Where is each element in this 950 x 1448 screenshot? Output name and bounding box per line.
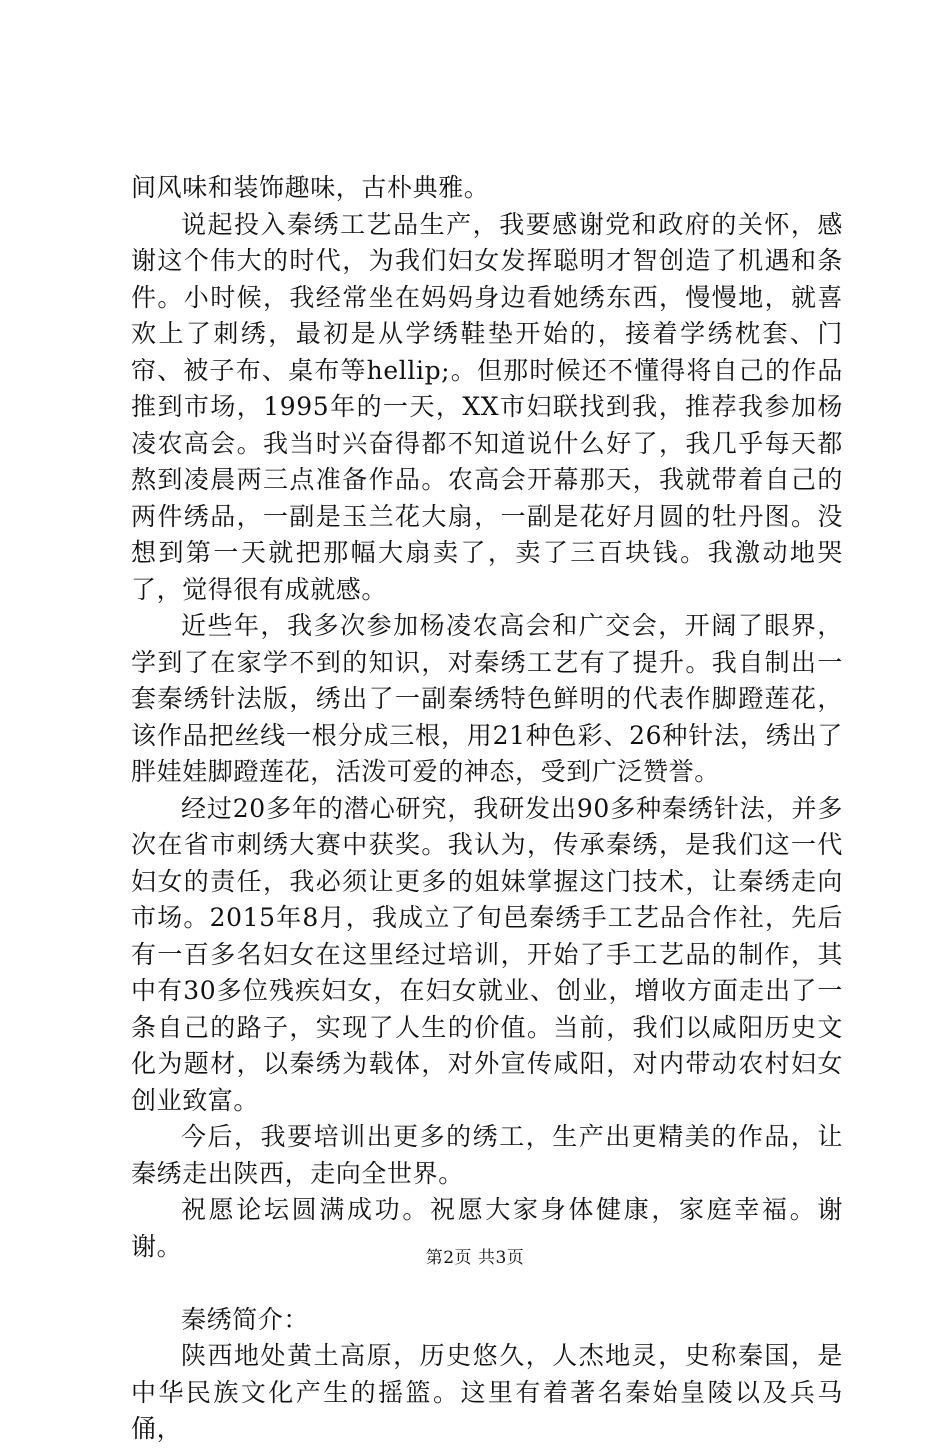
paragraph-research: 经过20多年的潜心研究，我研发出90多种秦绣针法，并多次在省市刺绣大赛中获奖。我认为，传承秦绣，是我们这一代妇女的责任，我必须让更多的姐妹掌握这门技术，让秦绣走向市场。2015年8月，我成立了旬邑秦绣手工艺品合作社，先后有一百多名妇女在这里经过培训，开始了手工艺品的制作，其中有30多位残疾妇女，在妇女就业、创业，增收方面走出了一条自己的路子，实现了人生的价值。当前，我们以咸阳历史文化为题材，以秦绣为载体，对外宣传咸阳，对内带动农村妇女创业致富。 bbox=[131, 793, 843, 1115]
paragraph-continuation: 间风味和装饰趣味，古朴典雅。 bbox=[131, 173, 490, 202]
paragraph-production-story: 说起投入秦绣工艺品生产，我要感谢党和政府的关怀，感谢这个伟大的时代，为我们妇女发挥聪明才智创造了机遇和条件。小时候，我经常坐在妈妈身边看她绣东西，慢慢地，就喜欢上了刺绣，最初是从学绣鞋垫开始的，接着学绣枕套、门帘、被子布、桌布等hellip;。但那时候还不懂得将自己的作品推到市场，1995年的一天，XX市妇联找到我，推荐我参加杨凌农高会。我当时兴奋得都不知道说什么好了，我几乎每天都熬到凌晨两三点准备作品。农高会开幕那天，我就带着自己的两件绣品，一副是玉兰花大扇，一副是花好月圆的牡丹图。没想到第一天就把那幅大扇卖了，卖了三百块钱。我激动地哭了，觉得很有成就感。 bbox=[131, 209, 843, 604]
paragraph-closing-wishes: 祝愿论坛圆满成功。祝愿大家身体健康，家庭幸福。谢谢。 bbox=[131, 1195, 843, 1261]
page-number-footer: 第2页 共3页 bbox=[425, 1248, 525, 1268]
paragraph-future: 今后，我要培训出更多的绣工，生产出更精美的作品，让秦绣走出陕西，走向全世界。 bbox=[131, 1122, 843, 1188]
section-heading-intro: 秦绣简介： bbox=[181, 1304, 310, 1334]
paragraph-recent-years: 近些年，我多次参加杨凌农高会和广交会，开阔了眼界，学到了在家学不到的知识，对秦绣工艺有了提升。我自制出一套秦绣针法版，绣出了一副秦绣特色鲜明的代表作脚蹬莲花，该作品把丝线一根分成三根，用21种色彩、26种针法，绣出了胖娃娃脚蹬莲花，活泼可爱的神态，受到广泛赞誉。 bbox=[131, 611, 843, 786]
paragraph-shaanxi-intro: 陕西地处黄土高原，历史悠久，人杰地灵，史称秦国，是中华民族文化产生的摇篮。这里有着著名秦始皇陵以及兵马俑， bbox=[131, 1341, 843, 1443]
blank-line bbox=[131, 1265, 843, 1302]
